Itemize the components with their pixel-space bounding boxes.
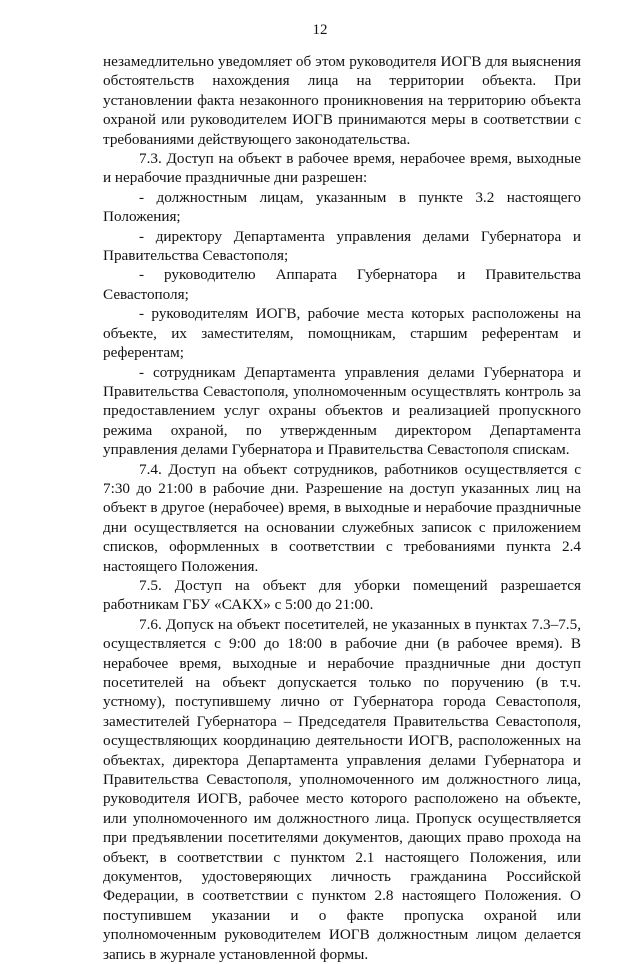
list-item: - руководителю Аппарата Губернатора и Правительства Севастополя; [103,266,581,303]
page-number: 12 [312,22,328,38]
paragraph-7-3: 7.3. Доступ на объект в рабочее время, нерабочее время, выходные и нерабочие праздничные дни разрешен: [103,150,581,187]
list-item: - сотрудникам Департамента управления делами Губернатора и Правительства Севастополя, уполномоченным осуществлять контроль за предоставлением услуг охраны объектов и реализацией пропускного режима охраной, по утвержденным директором Департамента управления делами Губернатора и Правительства Севастополя спискам. [103,363,581,459]
list-item: - руководителям ИОГВ, рабочие места которых расположены на объекте, их заместителям, помощникам, старшим референтам и референтам; [103,305,581,362]
paragraph-continuation: незамедлительно уведомляет об этом руководителя ИОГВ для выяснения обстоятельств нахождения лица на территории объекта. При установлении факта незаконного проникновения на территорию объекта охраной или руководителем ИОГВ принимаются меры в соответствии с требованиями действующего законодательства. [103,53,581,148]
paragraph-7-6: 7.6. Допуск на объект посетителей, не указанных в пунктах 7.3–7.5, осуществляется с 9:00 до 18:00 в рабочие дни (в рабочее время). В нерабочее время, выходные и нерабочие праздничные дни доступ посетителей на объект допускается только по поручению (в т.ч. устному), поступившему лично от Губернатора города Севастополя, заместителей Губернатора – Председателя Правительства Севастополя, осуществляющих координацию деятельности ИОГВ, расположенных на объектах, директора Департамента управления делами Губернатора и Правительства Севастополя, уполномоченного им должностного лица, руководителя ИОГВ, рабочее место которого расположено на объекте, или уполномоченного им должностного лица. Пропуск осуществляется при предъявлении посетителями документов, дающих право прохода на объект, в соответствии с пунктом 2.1 настоящего Положения, или документов, удостоверяющих личность гражданина Российской Федерации, в соответствии с пунктом 2.8 настоящего Положения. О поступившем указании и о факте пропуска охраной или уполномоченным руководителем ИОГВ должностным лицом делается запись в журнале установленной формы. [103,615,581,963]
paragraph-7-4: 7.4. Доступ на объект сотрудников, работников осуществляется с 7:30 до 21:00 в рабочие дни. Разрешение на доступ указанных лиц на объект в другое (нерабочее) время, в выходные и нерабочие праздничные дни осуществляется на основании служебных записок с приложением списков, оформленных в соответствии с требованиями пункта 2.4 настоящего Положения. [103,460,581,575]
list-item: - должностным лицам, указанным в пункте 3.2 настоящего Положения; [103,188,581,226]
paragraph-7-5: 7.5. Доступ на объект для уборки помещений разрешается работникам ГБУ «САКХ» с 5:00 до 21:00. [103,576,581,614]
list-item: - директору Департамента управления делами Губернатора и Правительства Севастополя; [103,227,581,265]
document-body [103,52,581,964]
